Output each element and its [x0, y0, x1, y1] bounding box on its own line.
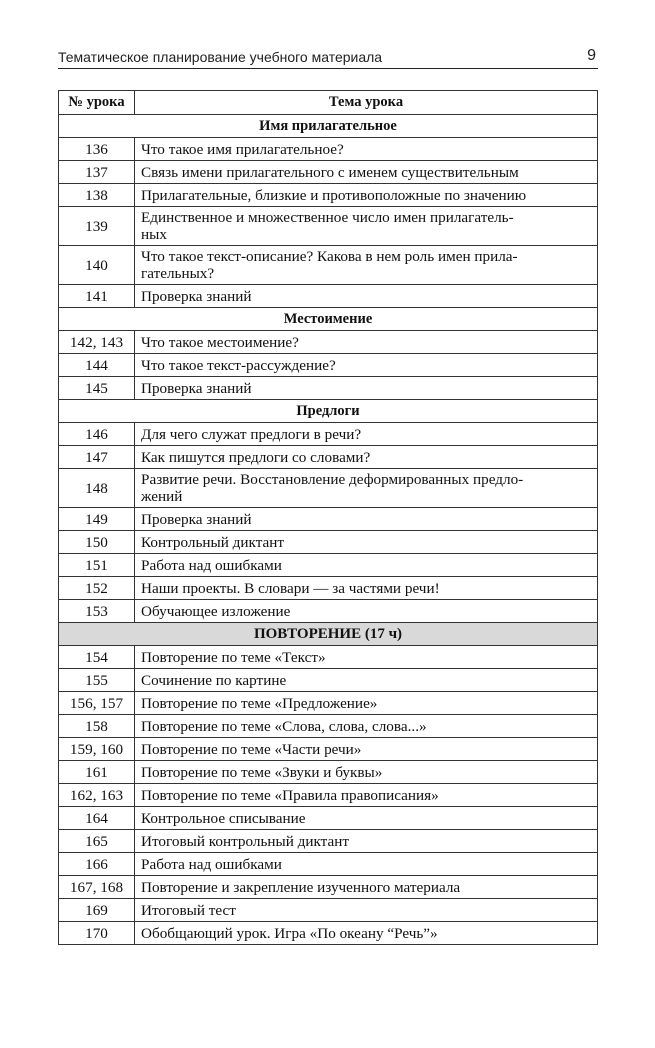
lesson-number: 162, 163	[59, 784, 135, 807]
lesson-topic: Повторение по теме «Правила правописания»	[135, 784, 598, 807]
table-row	[59, 446, 598, 469]
section-title: Имя прилагательное	[59, 115, 598, 138]
table-row	[59, 138, 598, 161]
lesson-number: 148	[59, 469, 135, 508]
table-row	[59, 161, 598, 184]
lesson-topic: Что такое текст-рассуждение?	[135, 354, 598, 377]
table-body	[59, 115, 598, 945]
lesson-topic: Повторение по теме «Звуки и буквы»	[135, 761, 598, 784]
lesson-topic: Развитие речи. Восстановление деформированных предло- жений	[135, 469, 598, 508]
column-header-lesson-topic: Тема урока	[135, 91, 598, 115]
lesson-topic: Проверка знаний	[135, 377, 598, 400]
table-row	[59, 784, 598, 807]
lesson-topic: Прилагательные, близкие и противоположные по значению	[135, 184, 598, 207]
table-row	[59, 830, 598, 853]
lesson-topic: Повторение по теме «Предложение»	[135, 692, 598, 715]
lesson-topic: Контрольное списывание	[135, 807, 598, 830]
lesson-topic: Что такое имя прилагательное?	[135, 138, 598, 161]
table-row	[59, 577, 598, 600]
lesson-topic: Сочинение по картине	[135, 669, 598, 692]
section-row	[59, 623, 598, 646]
table-row	[59, 508, 598, 531]
page-number: 9	[587, 47, 596, 64]
lesson-topic: Что такое местоимение?	[135, 331, 598, 354]
lesson-topic: Повторение и закрепление изученного материала	[135, 876, 598, 899]
section-row	[59, 308, 598, 331]
table-row	[59, 469, 598, 508]
table-row	[59, 922, 598, 945]
table-row	[59, 554, 598, 577]
lesson-number: 170	[59, 922, 135, 945]
lesson-topic: Связь имени прилагательного с именем существительным	[135, 161, 598, 184]
lesson-topic: Для чего служат предлоги в речи?	[135, 423, 598, 446]
running-title: Тематическое планирование учебного материала	[58, 49, 383, 65]
lesson-number: 169	[59, 899, 135, 922]
table-row	[59, 669, 598, 692]
lesson-number: 140	[59, 246, 135, 285]
lesson-number: 155	[59, 669, 135, 692]
lesson-number: 151	[59, 554, 135, 577]
lesson-topic: Обобщающий урок. Игра «По океану “Речь”»	[135, 922, 598, 945]
lesson-number: 147	[59, 446, 135, 469]
lesson-number: 145	[59, 377, 135, 400]
lesson-number: 144	[59, 354, 135, 377]
table-row	[59, 876, 598, 899]
column-header-lesson-number: № урока	[59, 91, 135, 115]
lesson-number: 154	[59, 646, 135, 669]
lesson-topic: Работа над ошибками	[135, 554, 598, 577]
lesson-topic: Что такое текст-описание? Какова в нем роль имен прила- гательных?	[135, 246, 598, 285]
table-row	[59, 600, 598, 623]
lesson-number: 146	[59, 423, 135, 446]
table-row	[59, 354, 598, 377]
lesson-topic: Обучающее изложение	[135, 600, 598, 623]
table-row	[59, 853, 598, 876]
table-row	[59, 692, 598, 715]
lesson-number: 165	[59, 830, 135, 853]
table-row	[59, 761, 598, 784]
lesson-number: 164	[59, 807, 135, 830]
table-row	[59, 377, 598, 400]
lesson-topic: Повторение по теме «Слова, слова, слова...»	[135, 715, 598, 738]
table-row	[59, 184, 598, 207]
lesson-number: 150	[59, 531, 135, 554]
lesson-number: 141	[59, 285, 135, 308]
table-header-row	[59, 91, 598, 115]
lesson-topic: Повторение по теме «Части речи»	[135, 738, 598, 761]
lesson-topic: Контрольный диктант	[135, 531, 598, 554]
lesson-number: 153	[59, 600, 135, 623]
lesson-number: 159, 160	[59, 738, 135, 761]
table-row	[59, 331, 598, 354]
lesson-number: 142, 143	[59, 331, 135, 354]
lesson-topic: Проверка знаний	[135, 285, 598, 308]
lesson-topic: Проверка знаний	[135, 508, 598, 531]
table-row	[59, 531, 598, 554]
table-row	[59, 207, 598, 246]
table-row	[59, 715, 598, 738]
table-row	[59, 285, 598, 308]
lesson-number: 166	[59, 853, 135, 876]
lesson-topic: Итоговый контрольный диктант	[135, 830, 598, 853]
table-row	[59, 899, 598, 922]
lesson-topic: Итоговый тест	[135, 899, 598, 922]
page-header	[58, 46, 598, 69]
lesson-topic: Как пишутся предлоги со словами?	[135, 446, 598, 469]
table-row	[59, 738, 598, 761]
lesson-plan-table	[58, 90, 598, 945]
lesson-number: 161	[59, 761, 135, 784]
section-title: Предлоги	[59, 400, 598, 423]
section-row	[59, 115, 598, 138]
lesson-number: 139	[59, 207, 135, 246]
lesson-number: 138	[59, 184, 135, 207]
lesson-number: 136	[59, 138, 135, 161]
lesson-topic: Наши проекты. В словари — за частями речи!	[135, 577, 598, 600]
lesson-number: 167, 168	[59, 876, 135, 899]
section-row	[59, 400, 598, 423]
section-title: ПОВТОРЕНИЕ (17 ч)	[59, 623, 598, 646]
section-title: Местоимение	[59, 308, 598, 331]
table-row	[59, 807, 598, 830]
lesson-number: 149	[59, 508, 135, 531]
lesson-topic: Повторение по теме «Текст»	[135, 646, 598, 669]
lesson-number: 137	[59, 161, 135, 184]
lesson-topic: Единственное и множественное число имен прилагатель- ных	[135, 207, 598, 246]
lesson-number: 158	[59, 715, 135, 738]
lesson-number: 152	[59, 577, 135, 600]
lesson-number: 156, 157	[59, 692, 135, 715]
table-row	[59, 246, 598, 285]
table-row	[59, 646, 598, 669]
lesson-topic: Работа над ошибками	[135, 853, 598, 876]
table-row	[59, 423, 598, 446]
